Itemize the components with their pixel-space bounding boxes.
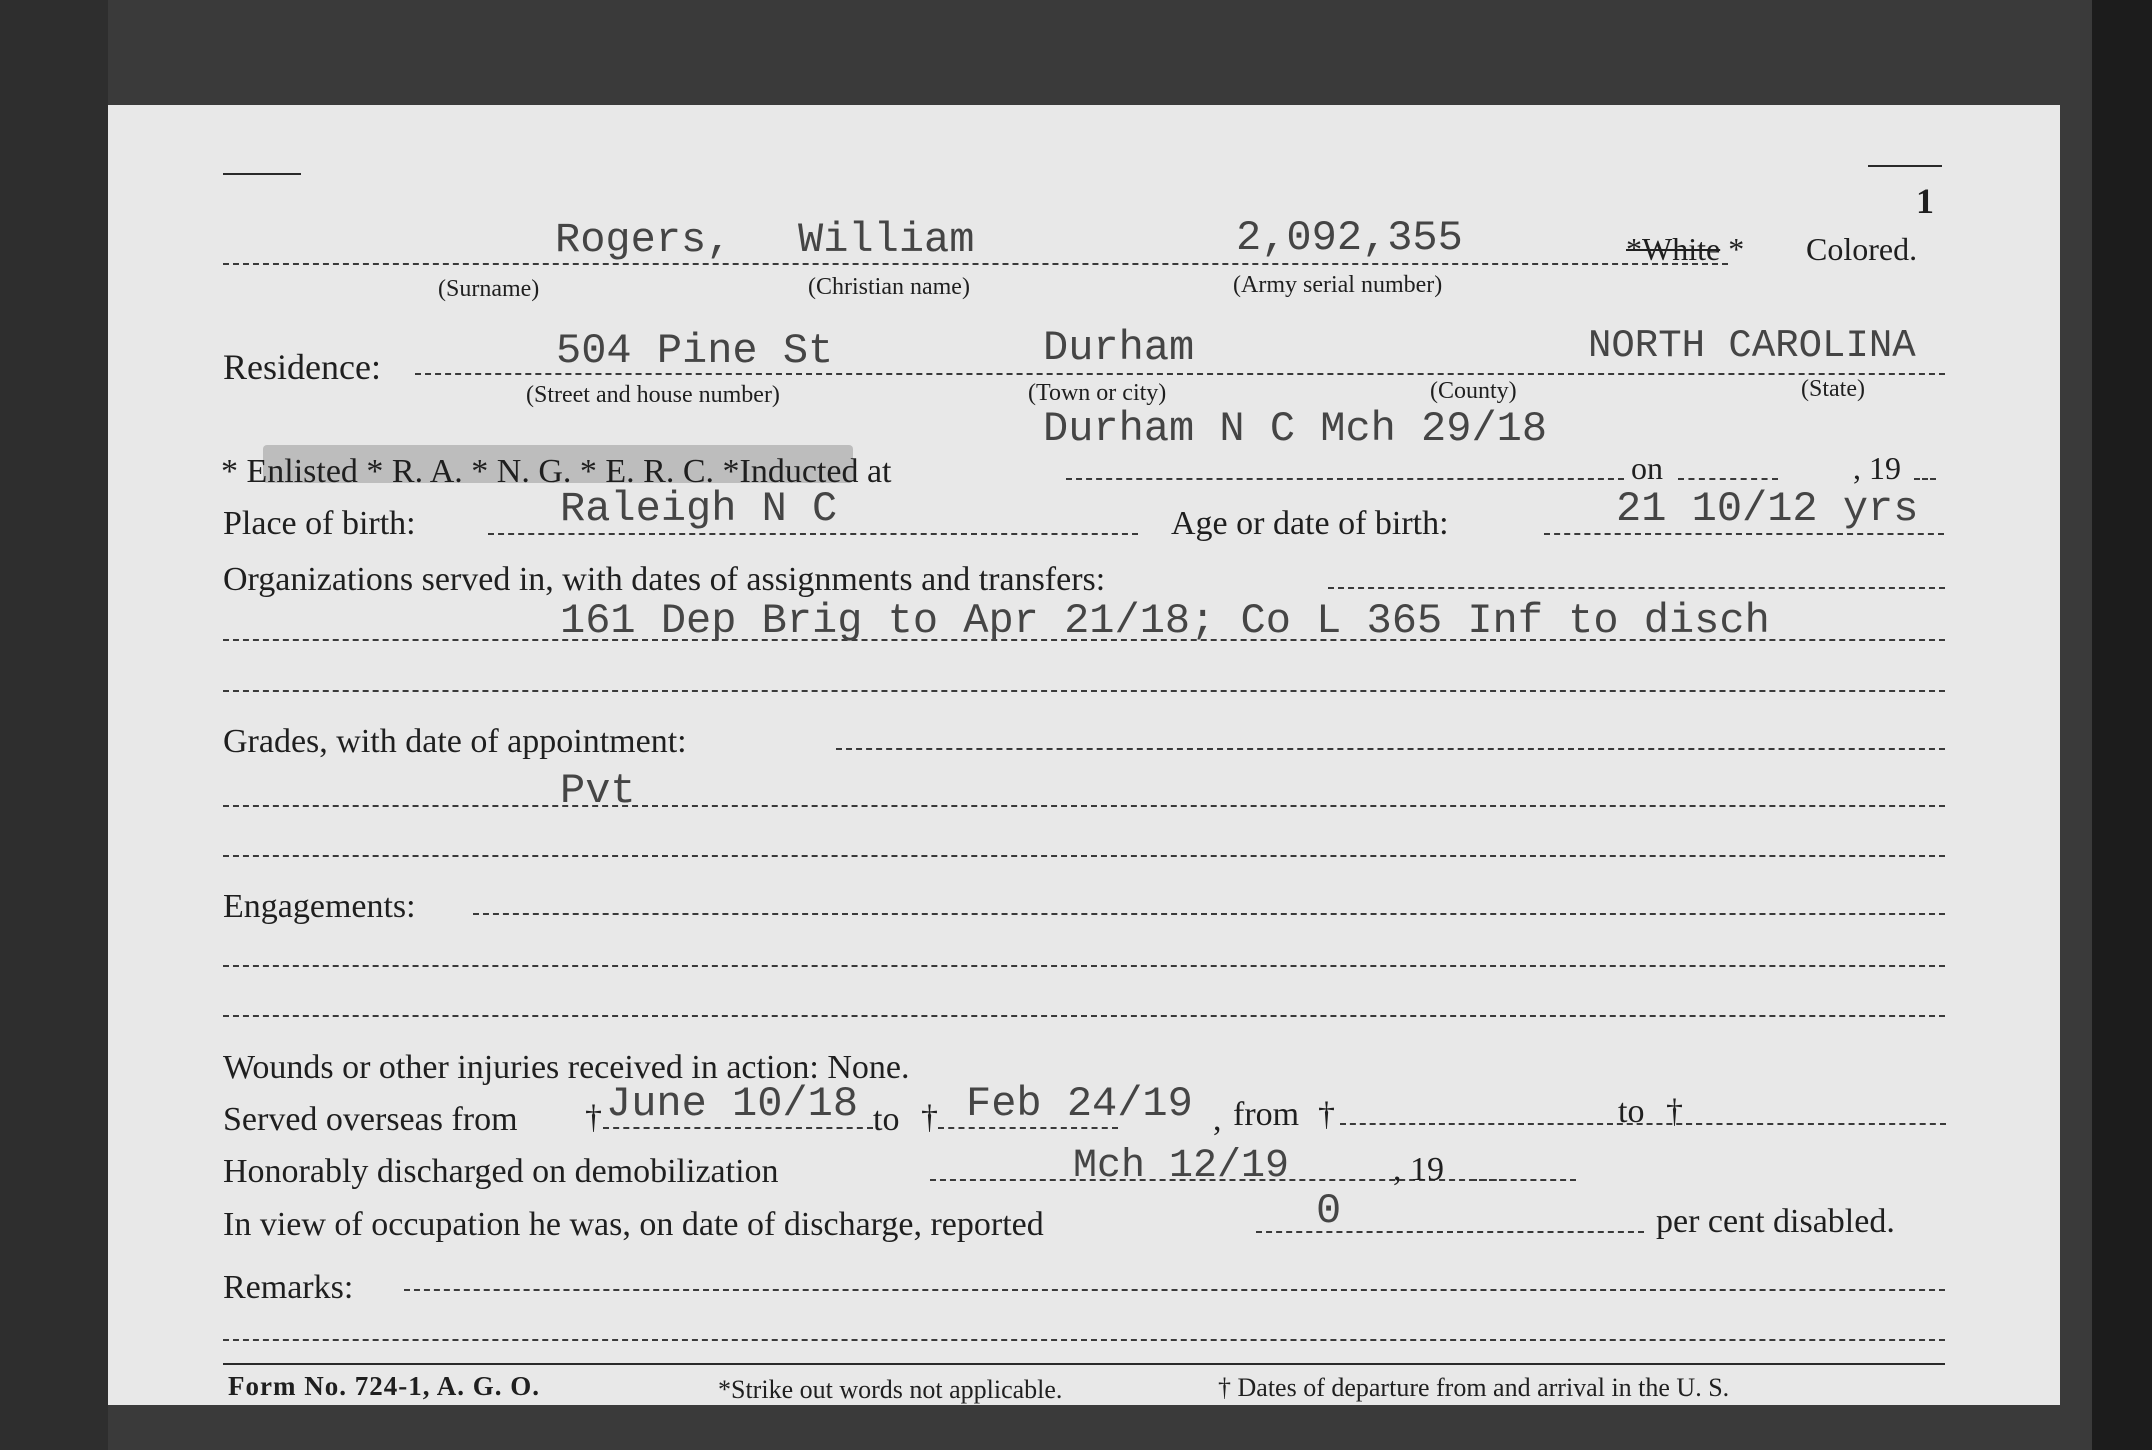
discharge-date-value: Mch 12/19: [1073, 1144, 1290, 1189]
page-number: 1: [1916, 181, 1934, 221]
disabled-label: per cent disabled.: [1656, 1203, 1895, 1240]
form-number: Form No. 724-1, A. G. O.: [228, 1371, 540, 1401]
birthplace-label: Place of birth:: [223, 505, 416, 542]
street-value: 504 Pine St: [556, 327, 834, 375]
state-value: NORTH CAROLINA: [1588, 324, 1916, 368]
overseas-from-value: June 10/18: [606, 1080, 859, 1128]
remarks-line-1: [404, 1289, 1945, 1291]
race-white-struck: [1626, 233, 1744, 265]
overseas-from2-line: [1340, 1123, 1702, 1125]
engagements-line-1: [473, 913, 1945, 915]
inducted-year-line: [1914, 478, 1936, 480]
christian-name-label: (Christian name): [808, 274, 970, 300]
race-star: *: [1728, 231, 1745, 267]
dates-note: † Dates of departure from and arrival in the U. S.: [1218, 1373, 1730, 1402]
overseas-to-label: to: [873, 1101, 900, 1138]
top-right-rule: [1868, 165, 1942, 167]
serial-number-label: (Army serial number): [1233, 272, 1443, 298]
scanner-background-left: [0, 0, 108, 1450]
overseas-from-dagger: †: [585, 1099, 602, 1136]
on-line: [1678, 478, 1778, 480]
remarks-label: Remarks:: [223, 1269, 354, 1306]
county-label: (County): [1430, 378, 1517, 404]
birthplace-line: [488, 533, 1138, 535]
discharged-year-line: [1471, 1179, 1576, 1181]
surname-value: Rogers,: [555, 216, 732, 264]
wounds-label: Wounds or other injuries received in action: None.: [223, 1049, 910, 1086]
scanner-background-right: [2092, 0, 2152, 1450]
organizations-value: 161 Dep Brig to Apr 21/18; Co L 365 Inf to disch: [560, 597, 1770, 645]
organizations-label: Organizations served in, with dates of assignments and transfers:: [223, 561, 1106, 598]
remarks-line-2: [223, 1339, 1945, 1341]
inducted-at-value: Durham N C Mch 29/18: [1043, 405, 1548, 453]
disability-line: [1256, 1231, 1644, 1233]
engagements-line-2: [223, 965, 1945, 967]
engagements-label: Engagements:: [223, 888, 416, 925]
organizations-line-3: [223, 690, 1945, 692]
top-left-rule: [223, 173, 301, 175]
overseas-to2-line: [1686, 1123, 1946, 1125]
residence-label: Residence:: [223, 347, 381, 387]
organizations-line-1: [1328, 587, 1945, 589]
service-record-card: [108, 105, 2060, 1405]
grades-line-1: [836, 748, 1945, 750]
inducted-year-label: , 19: [1853, 450, 1901, 486]
grades-label: Grades, with date of appointment:: [223, 723, 687, 760]
town-value: Durham: [1043, 324, 1195, 372]
engagements-line-3: [223, 1015, 1945, 1017]
age-line: [1544, 533, 1944, 535]
christian-name-value: William: [798, 216, 975, 264]
strike-note: *Strike out words not applicable.: [718, 1375, 1063, 1404]
overseas-from2-label: from: [1233, 1096, 1300, 1133]
race-colored-option: Colored.: [1806, 231, 1918, 267]
overseas-to-value: Feb 24/19: [966, 1080, 1193, 1128]
town-label: (Town or city): [1028, 380, 1167, 406]
name-line: [223, 263, 1728, 265]
street-label: (Street and house number): [526, 382, 780, 408]
grades-line-2: [223, 805, 1945, 807]
discharged-label: Honorably discharged on demobilization: [223, 1153, 779, 1190]
age-label: Age or date of birth:: [1171, 505, 1449, 542]
serial-number-value: 2,092,355: [1236, 214, 1463, 262]
grades-line-3: [223, 855, 1945, 857]
overseas-to2-dagger: †: [1666, 1093, 1683, 1130]
race-white-option: *White: [1626, 231, 1721, 267]
grade-value: Pvt: [560, 767, 636, 815]
birthplace-value: Raleigh N C: [560, 485, 838, 533]
inducted-line: [1066, 478, 1624, 480]
occupation-label: In view of occupation he was, on date of discharge, reported: [223, 1206, 1044, 1243]
footer-rule: [223, 1363, 1945, 1365]
state-label: (State): [1801, 376, 1865, 402]
overseas-from2-comma: ,: [1213, 1101, 1222, 1138]
discharged-year-label: , 19: [1393, 1151, 1444, 1188]
overseas-from2-dagger: †: [1318, 1096, 1335, 1133]
age-value: 21 10/12 yrs: [1616, 485, 1919, 533]
overseas-to2-label: to: [1618, 1093, 1645, 1130]
overseas-label: Served overseas from: [223, 1101, 518, 1138]
enlistment-type-label: * Enlisted * R. A. * N. G. * E. R. C. *Inducted at: [221, 453, 892, 490]
disability-value: 0: [1316, 1187, 1342, 1235]
on-label: on: [1631, 450, 1663, 486]
surname-label: (Surname): [438, 276, 540, 302]
overseas-to-dagger: †: [921, 1099, 938, 1136]
